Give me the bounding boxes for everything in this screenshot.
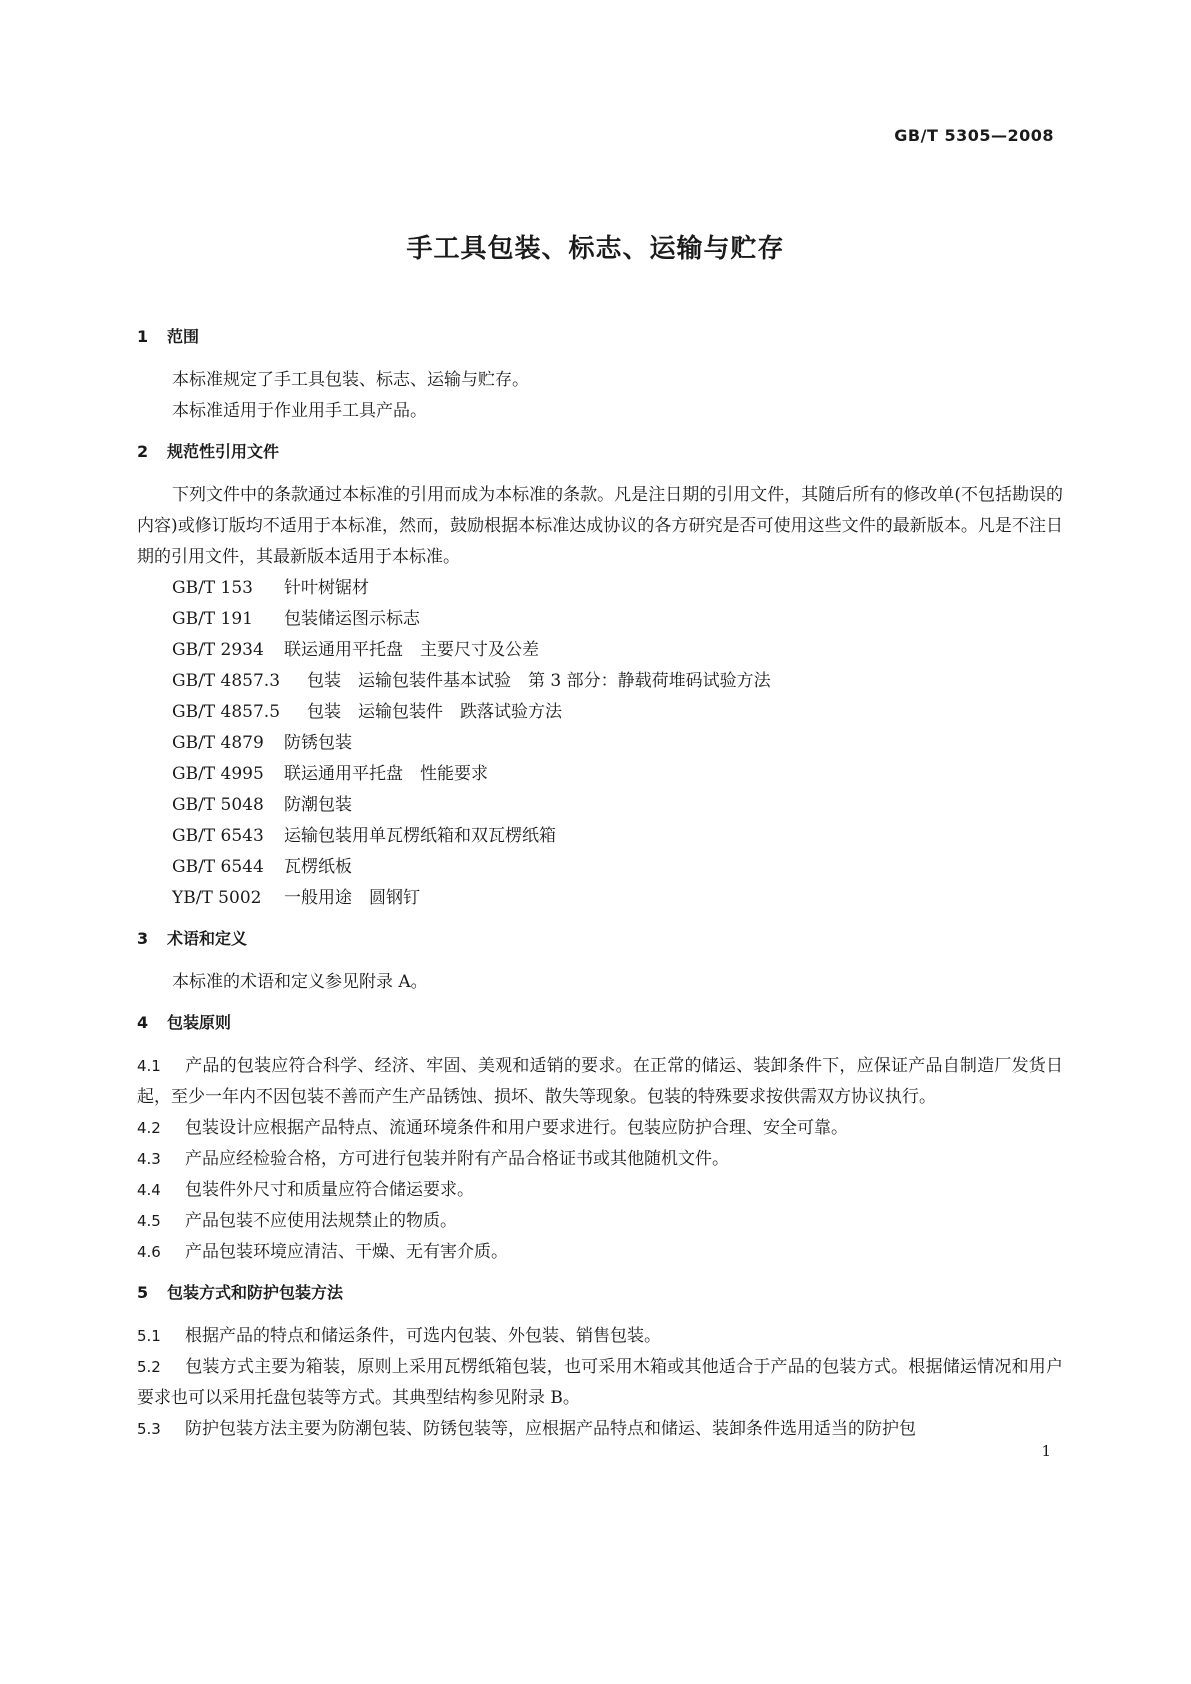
- clause: [137, 1175, 1063, 1206]
- reference-item: [137, 635, 1063, 666]
- reference-item: [137, 604, 1063, 635]
- paragraph: 下列文件中的条款通过本标准的引用而成为本标准的条款。凡是注日期的引用文件，其随后所有的修改单(不包括勘误的内容)或修订版均不适用于本标准，然而，鼓励根据本标准达成协议的各方研究是否可使用这些文件的最新版本。凡是不注日期的引用文件，其最新版本适用于本标准。: [137, 485, 1063, 567]
- reference-code: GB/T 2934: [172, 640, 264, 660]
- clause: [137, 1237, 1063, 1268]
- reference-item: [137, 728, 1063, 759]
- reference-code: GB/T 5048: [172, 795, 264, 815]
- paragraph: 本标准适用于作业用手工具产品。: [172, 401, 427, 421]
- section-heading-packaging-methods: [137, 1282, 1063, 1304]
- clause-number: 4.1: [137, 1057, 161, 1075]
- clause-text: 产品应经检验合格，方可进行包装并附有产品合格证书或其他随机文件。: [185, 1149, 729, 1169]
- section-number: 2: [137, 442, 149, 461]
- section-title: 术语和定义: [167, 929, 248, 948]
- clause-number: 5.3: [137, 1420, 161, 1438]
- reference-title: 防潮包装: [284, 795, 352, 815]
- clause-list: [137, 1321, 1063, 1445]
- clause: [137, 1206, 1063, 1237]
- paragraph: 本标准的术语和定义参见附录 A。: [172, 972, 428, 992]
- section-number: 3: [137, 929, 149, 948]
- section-title: 范围: [167, 327, 200, 346]
- reference-code: YB/T 5002: [172, 888, 262, 908]
- clause: [137, 1144, 1063, 1175]
- clause-number: 4.3: [137, 1150, 161, 1168]
- reference-code: GB/T 153: [172, 578, 253, 598]
- reference-code: GB/T 6543: [172, 826, 264, 846]
- reference-title: 联运通用平托盘 主要尺寸及公差: [284, 640, 539, 660]
- reference-title: 运输包装用单瓦楞纸箱和双瓦楞纸箱: [284, 826, 556, 846]
- section-number: 4: [137, 1013, 149, 1032]
- paragraph: 本标准规定了手工具包装、标志、运输与贮存。: [172, 370, 529, 390]
- clause: [137, 1113, 1063, 1144]
- page-number: 1: [1041, 1442, 1051, 1460]
- reference-code: GB/T 191: [172, 609, 253, 629]
- reference-code: GB/T 4879: [172, 733, 264, 753]
- standard-code: GB/T 5305—2008: [894, 126, 1054, 145]
- reference-title: 包装储运图示标志: [284, 609, 420, 629]
- section-heading-normative-references: [137, 441, 1063, 463]
- section-number: 1: [137, 327, 149, 346]
- clause-number: 4.4: [137, 1181, 161, 1199]
- reference-title: 瓦楞纸板: [284, 857, 352, 877]
- reference-item: [137, 666, 1063, 697]
- clause-text: 包装件外尺寸和质量应符合储运要求。: [185, 1180, 474, 1200]
- reference-item: [137, 821, 1063, 852]
- document-title: 手工具包装、标志、运输与贮存: [406, 234, 785, 264]
- reference-item: [137, 759, 1063, 790]
- reference-title: 联运通用平托盘 性能要求: [284, 764, 488, 784]
- reference-title: 包装 运输包装件基本试验 第 3 部分：静载荷堆码试验方法: [307, 671, 771, 691]
- clause-text: 防护包装方法主要为防潮包装、防锈包装等，应根据产品特点和储运、装卸条件选用适当的防护包: [185, 1419, 916, 1439]
- section-title: 包装原则: [167, 1013, 232, 1032]
- clause-number: 4.2: [137, 1119, 161, 1137]
- clause-text: 根据产品的特点和储运条件，可选内包装、外包装、销售包装。: [185, 1326, 661, 1346]
- reference-item: [137, 697, 1063, 728]
- section-heading-scope: [137, 326, 1063, 348]
- reference-item: [137, 852, 1063, 883]
- section-title: 包装方式和防护包装方法: [167, 1283, 344, 1302]
- reference-code: GB/T 4857.5: [172, 702, 281, 722]
- clause-number: 5.2: [137, 1358, 161, 1376]
- clause-number: 4.5: [137, 1212, 161, 1230]
- reference-title: 针叶树锯材: [284, 578, 369, 598]
- reference-title: 一般用途 圆钢钉: [284, 888, 420, 908]
- reference-item: [137, 790, 1063, 821]
- clause: [137, 1321, 1063, 1352]
- clause-number: 4.6: [137, 1243, 161, 1261]
- reference-title: 包装 运输包装件 跌落试验方法: [307, 702, 562, 722]
- clause-text: 产品包装环境应清洁、干燥、无有害介质。: [185, 1242, 508, 1262]
- section-heading-terms: [137, 928, 1063, 950]
- reference-code: GB/T 4995: [172, 764, 264, 784]
- clause-text: 包装设计应根据产品特点、流通环境条件和用户要求进行。包装应防护合理、安全可靠。: [185, 1118, 848, 1138]
- clause: [137, 1352, 1063, 1414]
- clause: [137, 1051, 1063, 1113]
- clause-number: 5.1: [137, 1327, 161, 1345]
- document-body: [137, 326, 1063, 1445]
- reference-title: 防锈包装: [284, 733, 352, 753]
- section-heading-packaging-principles: [137, 1012, 1063, 1034]
- clause-list: [137, 1051, 1063, 1268]
- clause-text: 包装方式主要为箱装，原则上采用瓦楞纸箱包装，也可采用木箱或其他适合于产品的包装方式。根据储运情况和用户要求也可以采用托盘包装等方式。其典型结构参见附录 B。: [137, 1357, 1063, 1408]
- clause-text: 产品的包装应符合科学、经济、牢固、美观和适销的要求。在正常的储运、装卸条件下，应保证产品自制造厂发货日起，至少一年内不因包装不善而产生产品锈蚀、损坏、散失等现象。包装的特殊要求按供需双方协议执行。: [137, 1056, 1063, 1107]
- clause-text: 产品包装不应使用法规禁止的物质。: [185, 1211, 457, 1231]
- reference-code: GB/T 4857.3: [172, 671, 281, 691]
- clause: [137, 1414, 1063, 1445]
- section-title: 规范性引用文件: [167, 442, 280, 461]
- reference-item: [137, 883, 1063, 914]
- reference-item: [137, 573, 1063, 604]
- section-number: 5: [137, 1283, 149, 1302]
- reference-list: [137, 573, 1063, 914]
- reference-code: GB/T 6544: [172, 857, 264, 877]
